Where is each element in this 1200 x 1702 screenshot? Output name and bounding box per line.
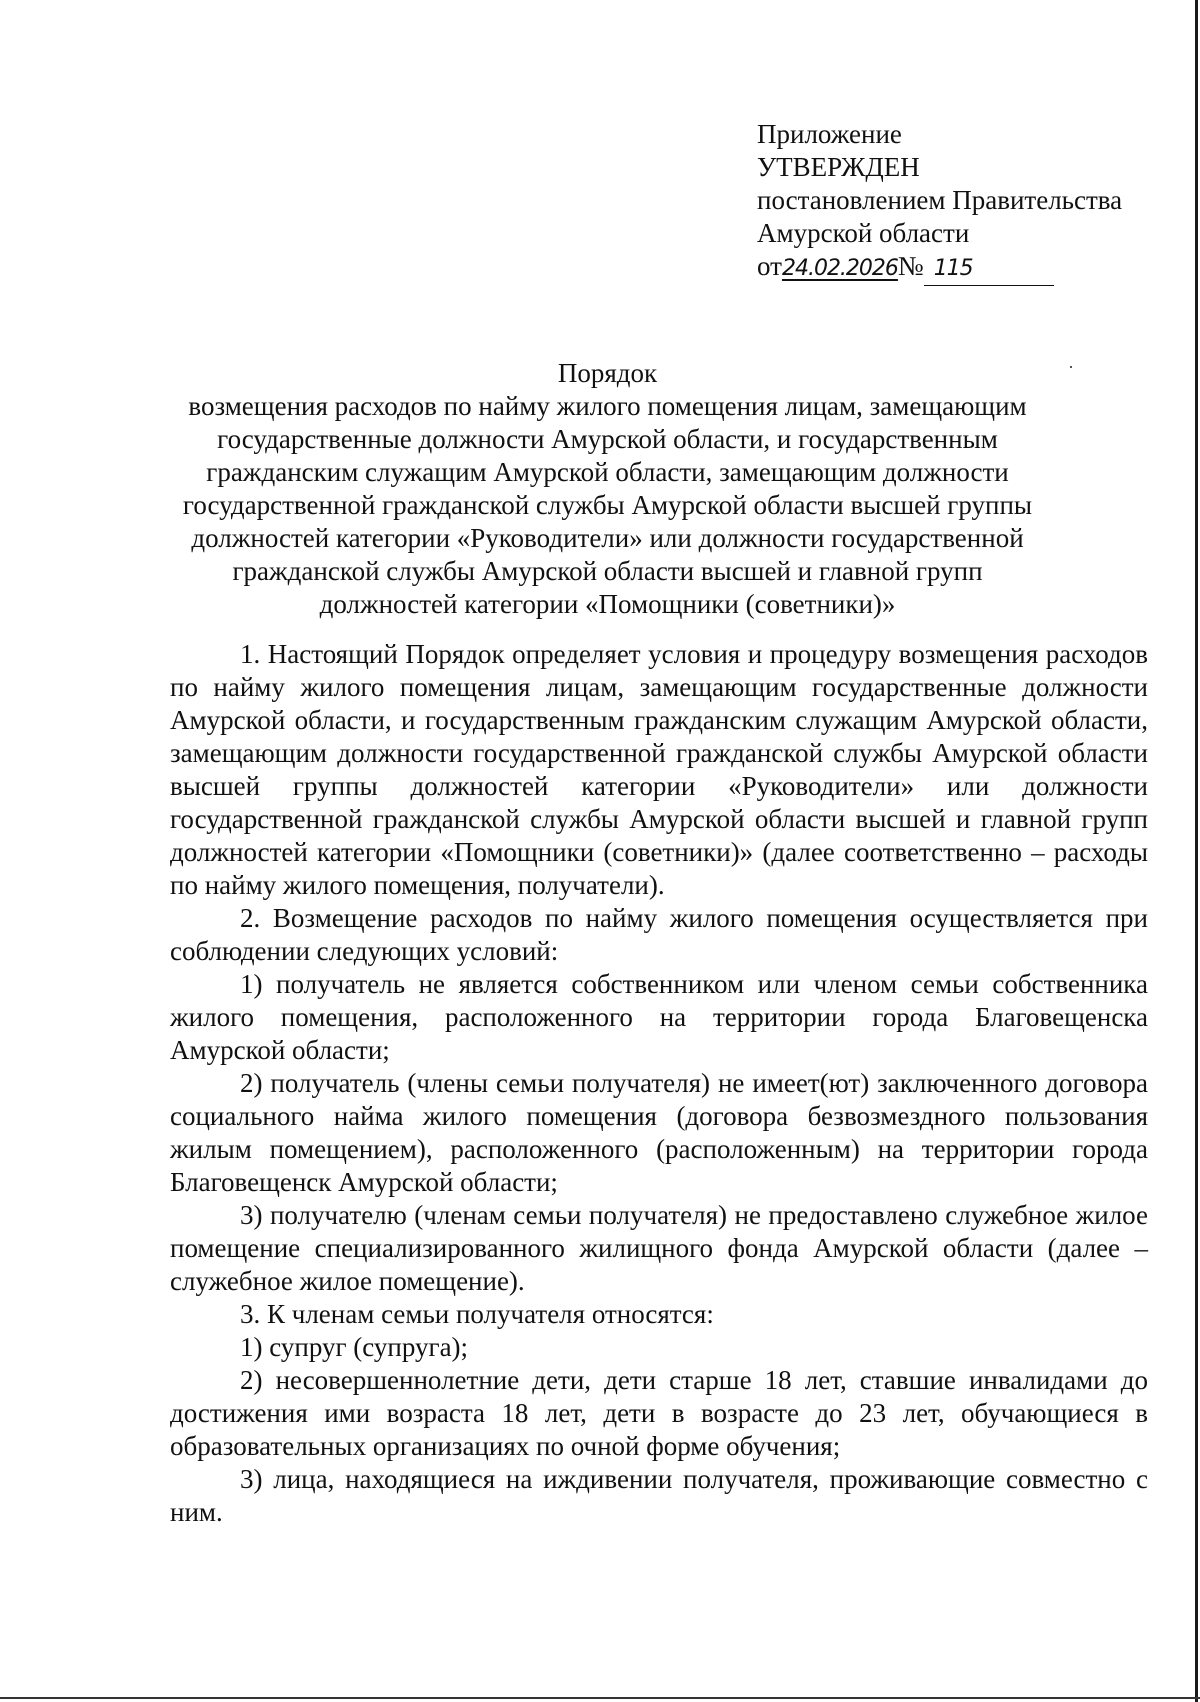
handwritten-number: 115 xyxy=(933,256,973,281)
ot-label: от xyxy=(757,251,782,281)
scan-speck xyxy=(1070,366,1072,368)
scan-edge-bottom xyxy=(0,1697,1200,1699)
handwritten-date: 24.02.2026 xyxy=(781,256,898,281)
paragraph-3-item-3: 3) лица, находящиеся на иждивении получателя, проживающие совместно с ним. xyxy=(170,1464,1148,1527)
paragraph-3: 3. К членам семьи получателя относятся: xyxy=(240,1299,714,1329)
approved-label: УТВЕРЖДЕН xyxy=(757,152,920,182)
title-subtitle: возмещения расходов по найму жилого помещения лицам, замещающим государственные должности Амурской области, и государственным гражданским служащим Амурской области, замещающим должности государственной гражданской службы Амурской области высшей группы должностей категории «Руководители» или должности государственной гражданской службы Амурской области высшей и главной групп должностей категории «Помощники (советники)» xyxy=(182,391,1033,619)
appendix-label: Приложение xyxy=(757,119,902,149)
paragraph-1: 1. Настоящий Порядок определяет условия и процедуру возмещения расходов по найму жилого помещения лицам, замещающим государственные должности Амурской области, и государственным гражданским служащим Амурской области, замещающим должности государственной гражданской службы Амурской области высшей группы должностей категории «Руководители» или должности государственной гражданской службы Амурской области высшей и главной групп должностей категории «Помощники (советники)» (далее соответственно – расходы по найму жилого помещения, получатели). xyxy=(170,639,1148,900)
paragraph-2: 2. Возмещение расходов по найму жилого помещения осуществляется при соблюдении следующих условий: xyxy=(170,903,1148,966)
title-heading: Порядок xyxy=(557,358,658,388)
region-label: Амурской области xyxy=(757,218,970,248)
paragraph-3-item-2: 2) несовершеннолетние дети, дети старше 18 лет, ставшие инвалидами до достижения ими возраста 18 лет, дети в возрасте до 23 лет, обучающиеся в образовательных организациях по очной форме обучения; xyxy=(170,1365,1148,1461)
number-label: № xyxy=(897,251,924,281)
scan-edge-right xyxy=(1195,0,1198,1702)
document-title xyxy=(170,357,1045,621)
paragraph-2-item-1: 1) получатель не является собственником или членом семьи собственника жилого помещения, расположенного на территории города Благовещенска Амурской области; xyxy=(170,969,1148,1065)
document-body xyxy=(170,638,1148,1529)
paragraph-3-item-1: 1) супруг (супруга); xyxy=(240,1332,469,1362)
paragraph-2-item-2: 2) получатель (члены семьи получателя) не имеет(ют) заключенного договора социального найма жилого помещения (договора безвозмездного пользования жилым помещением), расположенного (расположенным) на территории города Благовещенск Амурской области; xyxy=(170,1068,1148,1197)
approval-block xyxy=(757,118,1177,286)
decree-label: постановлением Правительства xyxy=(757,185,1123,215)
paragraph-2-item-3: 3) получателю (членам семьи получателя) не предоставлено служебное жилое помещение специализированного жилищного фонда Амурской области (далее – служебное жилое помещение). xyxy=(170,1200,1148,1296)
decree-date-number-line xyxy=(757,250,1177,286)
